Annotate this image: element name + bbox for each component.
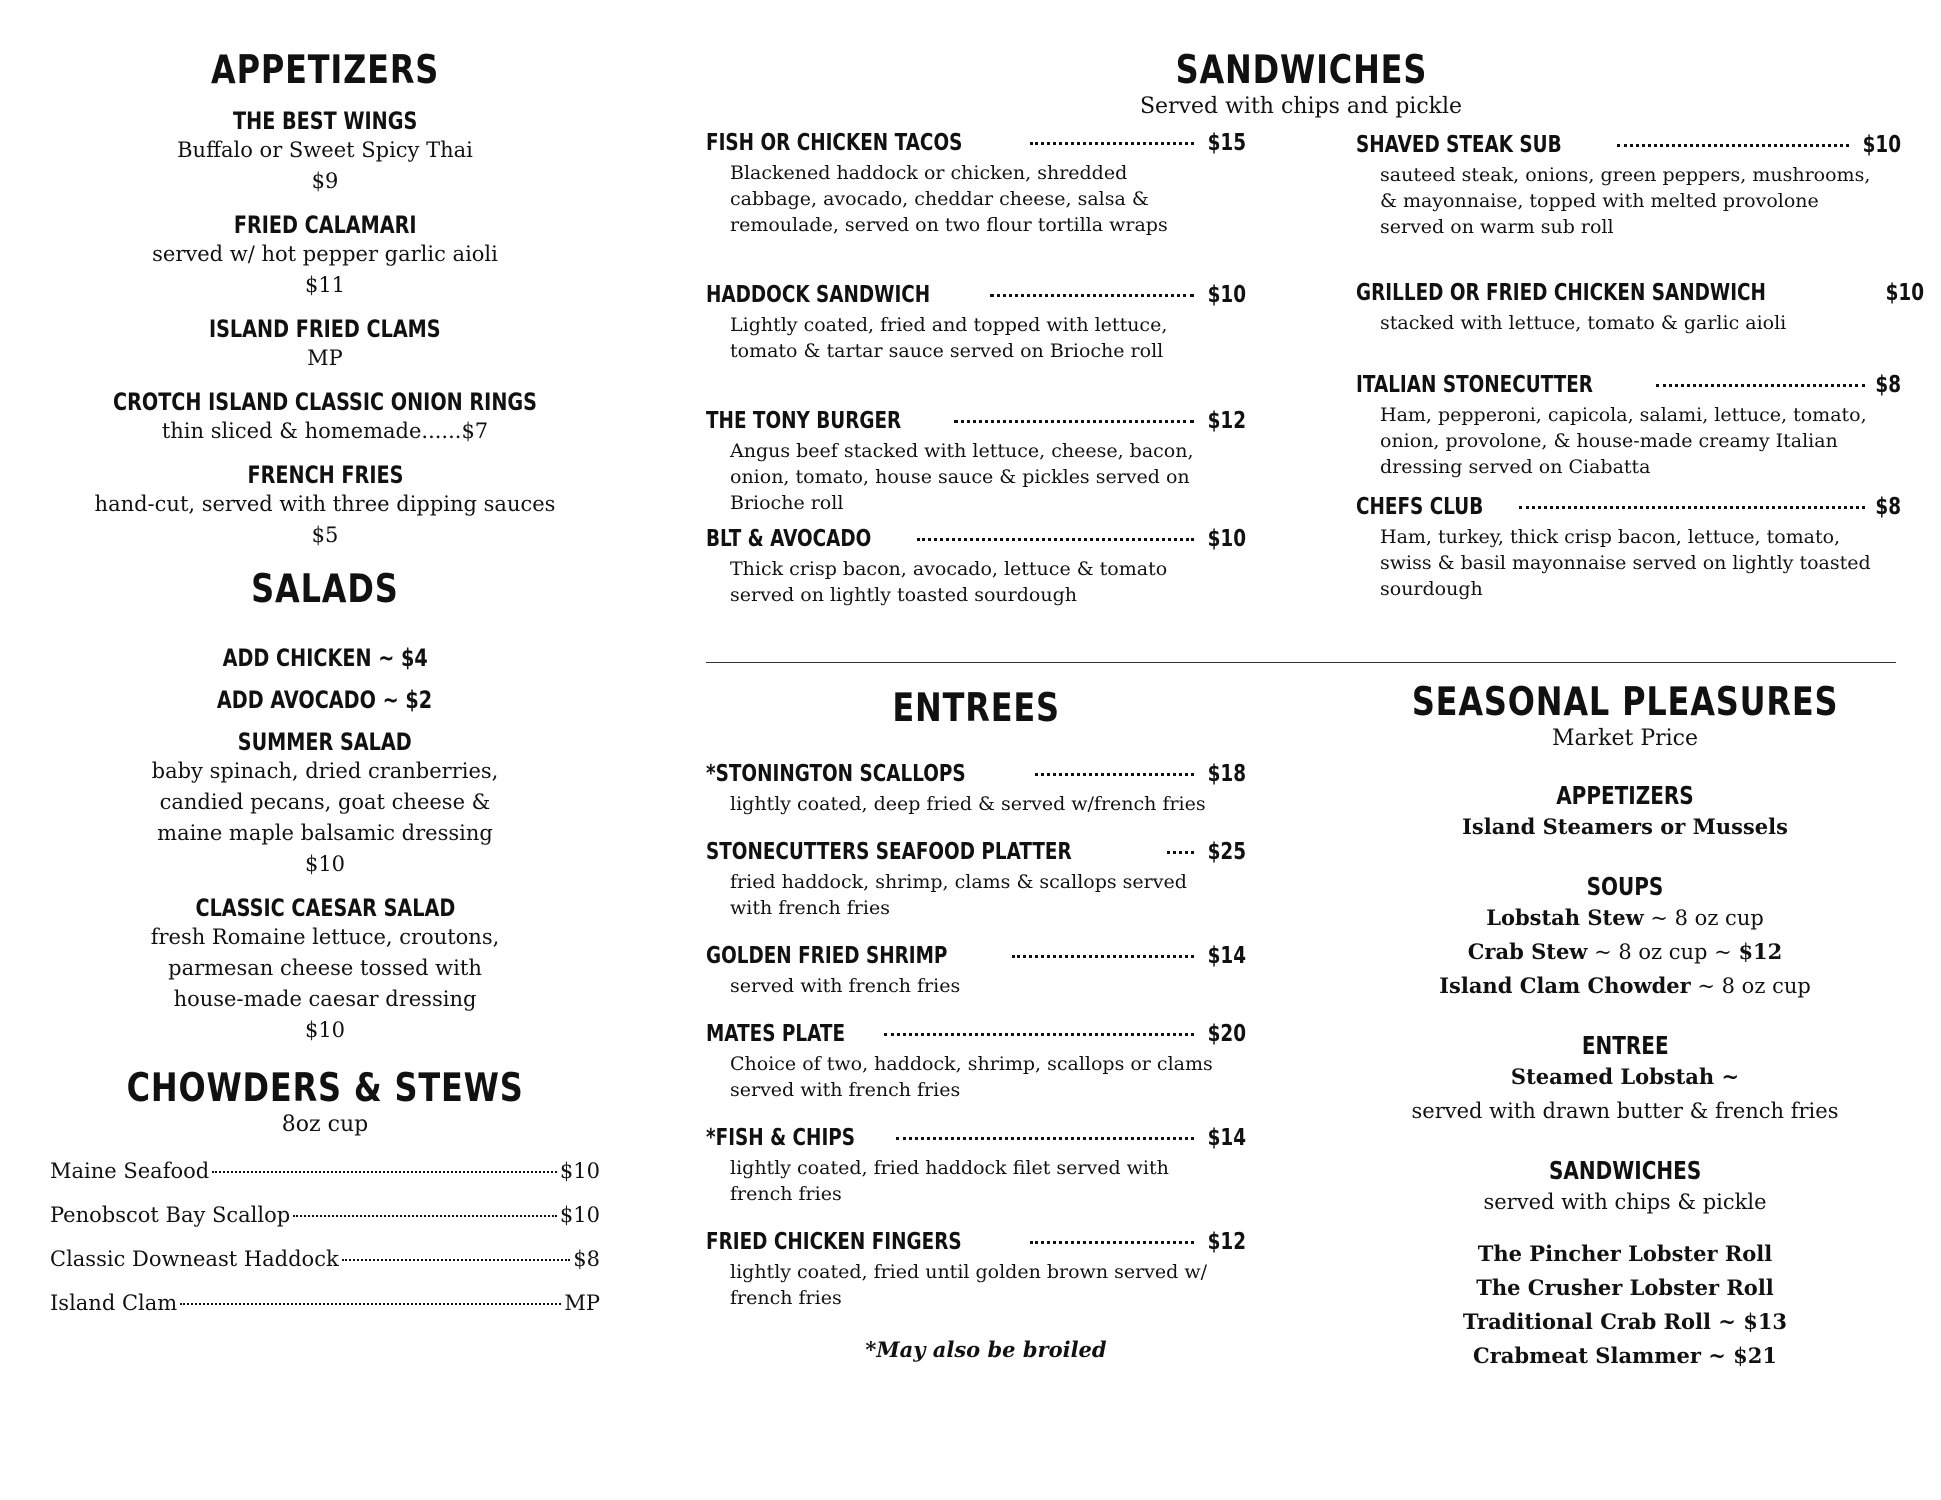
entree-item-desc-line: served with french fries [730,975,961,997]
chowder-row [50,1291,600,1315]
sandwich-item-name: SHAVED STEAK SUB [1356,132,1562,158]
salad-desc-line: maine maple balsamic dressing [157,821,493,845]
chowder-price: $10 [559,1202,600,1227]
entree-item-name: MATES PLATE [706,1021,846,1047]
left-column [50,48,600,1315]
entrees-heading: ENTREES [892,686,1060,731]
sandwich-item-desc-line: dressing served on Ciabatta [1380,456,1651,478]
entree-item [706,943,1246,999]
sandwich-item-price: $12 [1207,408,1246,434]
entree-item-price: $20 [1207,1021,1246,1047]
chowders-subtitle: 8oz cup [281,1112,369,1137]
sandwich-item-desc-line: Blackened haddock or chicken, shredded [730,162,1128,184]
entree-item [706,761,1246,817]
sandwich-item-desc [706,438,1246,516]
seasonal-entree-name: Steamed Lobstah ~ [1510,1063,1740,1089]
salad-desc-line: fresh Romaine lettuce, croutons, [150,925,500,949]
appetizer-item [50,197,600,301]
sandwich-item [1356,132,1901,240]
sandwich-item-row [706,408,1246,434]
entree-item-desc-line: french fries [730,1287,842,1309]
entree-item-name: *STONINGTON SCALLOPS [706,761,966,787]
dot-leader [884,1033,1194,1036]
chowder-row [50,1203,600,1227]
entree-item-row [706,943,1246,969]
salads-list [50,714,600,1046]
salad-desc-line: candied pecans, goat cheese & [159,790,491,814]
dot-leader [1035,773,1194,776]
sandwich-item-desc-line: tomato & tartar sauce served on Brioche roll [730,340,1164,362]
appetizer-item [50,374,600,447]
entree-item-price: $25 [1207,839,1246,865]
dot-leader [1030,1241,1194,1244]
sandwich-item-row [1356,494,1901,520]
chowder-name: Maine Seafood [50,1158,210,1183]
seasonal-sandwich-list [1360,1237,1890,1373]
entree-item-desc-line: lightly coated, fried haddock filet served with [730,1157,1169,1179]
soup-detail: ~ 8 oz cup [1690,973,1811,998]
sandwich-item-desc [1356,402,1901,480]
sandwich-item-desc [706,312,1246,364]
entree-item [706,839,1246,921]
sandwiches-header [706,48,1896,121]
chowder-price: $8 [573,1246,600,1271]
dot-leader [990,294,1194,297]
appetizers-heading: APPETIZERS [210,48,440,93]
entree-item [706,1229,1246,1311]
sandwich-item-row [706,526,1246,552]
appetizer-desc: served w/ hot pepper garlic aioli [152,242,498,266]
soup-detail: ~ 8 oz cup ~ [1587,939,1739,964]
chowder-price: MP [564,1290,600,1315]
entree-item-price: $12 [1207,1229,1246,1255]
salad-name: SUMMER SALAD [238,728,412,756]
sandwich-item [1356,372,1901,480]
sandwich-item-desc-line: cabbage, avocado, cheddar cheese, salsa & [730,188,1149,210]
soup-detail: ~ 8 oz cup [1643,905,1764,930]
salad-item [50,880,600,1046]
dot-leader [917,538,1194,541]
sandwich-item-desc-line: sourdough [1380,578,1483,600]
sandwich-item-price: $8 [1875,494,1901,520]
appetizer-price: $11 [304,273,346,297]
sandwich-item-desc-line: Lightly coated, fried and topped with lettuce, [730,314,1168,336]
sandwich-item-desc [1356,524,1901,602]
chowder-name: Classic Downeast Haddock [50,1246,339,1271]
salad-item [50,714,600,880]
entree-item-desc-line: with french fries [730,897,890,919]
add-chicken: ADD CHICKEN ~ $4 [222,644,428,672]
sandwiches-right-list [1356,130,1925,602]
sandwich-item-desc-line: served on lightly toasted sourdough [730,584,1077,606]
entrees-list [706,761,1246,1311]
entrees-column [706,686,1246,1362]
salad-price: $10 [304,852,346,876]
soup-name: Lobstah Stew [1486,904,1644,930]
sandwich-item-desc-line: sauteed steak, onions, green peppers, mushrooms, [1380,164,1871,186]
soup-row [1360,901,1890,935]
seasonal-sandwiches-heading: SANDWICHES [1548,1155,1702,1185]
entree-item [706,1021,1246,1103]
appetizer-name: ISLAND FRIED CLAMS [209,315,441,343]
soup-name: Crab Stew [1467,938,1588,964]
sandwich-item-price: $10 [1862,132,1901,158]
sandwich-item-desc-line: Thick crisp bacon, avocado, lettuce & tomato [730,558,1168,580]
salads-heading: SALADS [251,567,399,612]
seasonal-appetizers-line: Island Steamers or Mussels [1462,813,1788,839]
seasonal-sandwich-item: The Pincher Lobster Roll [1477,1240,1773,1266]
dot-leader [180,1303,561,1305]
sandwich-item-desc-line: Angus beef stacked with lettuce, cheese, bacon, [730,440,1194,462]
appetizer-desc: hand-cut, served with three dipping sauces [94,492,556,516]
entree-item-price: $14 [1207,1125,1246,1151]
entree-item-price: $18 [1207,761,1246,787]
soup-price: $12 [1738,938,1783,964]
entree-item-desc-line: Choice of two, haddock, shrimp, scallops or clams [730,1053,1213,1075]
sandwich-item [1356,494,1901,602]
seasonal-heading: SEASONAL PLEASURES [1411,680,1839,725]
appetizer-price: $5 [311,523,339,547]
sandwich-item-price: $10 [1207,282,1246,308]
sandwich-item-name: GRILLED OR FRIED CHICKEN SANDWICH [1356,280,1766,306]
chowder-row [50,1247,600,1271]
entree-item-name: GOLDEN FRIED SHRIMP [706,943,948,969]
seasonal-entree-heading: ENTREE [1581,1030,1669,1060]
entree-item-row [706,1021,1246,1047]
seasonal-sandwiches-subtitle: served with chips & pickle [1483,1189,1767,1214]
entree-item-price: $14 [1207,943,1246,969]
soup-name: Island Clam Chowder [1439,972,1691,998]
sandwich-item-name: FISH OR CHICKEN TACOS [706,130,963,156]
appetizer-name: THE BEST WINGS [232,107,418,135]
salad-desc-line: parmesan cheese tossed with [168,956,482,980]
seasonal-sandwich-item: Traditional Crab Roll ~ $13 [1462,1308,1788,1334]
sandwich-item-desc [1356,310,1901,336]
entree-item-row [706,1229,1246,1255]
seasonal-sandwich-item: The Crusher Lobster Roll [1476,1274,1774,1300]
entree-item-desc [706,1155,1246,1207]
sandwich-item-name: THE TONY BURGER [706,408,902,434]
seasonal-subtitle: Market Price [1551,726,1699,751]
salad-desc-line: house-made caesar dressing [173,987,477,1011]
appetizer-item [50,301,600,374]
seasonal-soups-heading: SOUPS [1586,871,1664,901]
entree-item-desc-line: lightly coated, fried until golden brown served w/ [730,1261,1208,1283]
dot-leader [1656,384,1865,387]
appetizer-name: CROTCH ISLAND CLASSIC ONION RINGS [112,388,537,416]
sandwich-item-desc-line: onion, provolone, & house-made creamy Italian [1380,430,1838,452]
sandwich-item [706,282,1246,364]
section-divider [706,662,1896,663]
broiled-note: *May also be broiled [865,1337,1107,1362]
sandwich-item-price: $15 [1207,130,1246,156]
seasonal-sandwich-item: Crabmeat Slammer ~ $21 [1473,1342,1777,1368]
dot-leader [896,1137,1194,1140]
sandwich-item-name: BLT & AVOCADO [706,526,872,552]
entree-item-row [706,761,1246,787]
appetizer-desc: Buffalo or Sweet Spicy Thai [177,138,473,162]
entree-item-desc [706,869,1246,921]
entree-item-desc [706,1259,1246,1311]
salad-desc-line: baby spinach, dried cranberries, [151,759,499,783]
sandwich-item-price: $8 [1875,372,1901,398]
sandwich-item [1356,280,1925,336]
dot-leader [1030,142,1194,145]
sandwich-item-row [1356,132,1901,158]
dot-leader [954,420,1194,423]
chowders-list [50,1159,600,1315]
sandwich-item-desc-line: onion, tomato, house sauce & pickles served on [730,466,1190,488]
entree-item [706,1125,1246,1207]
appetizer-name: FRENCH FRIES [247,461,403,489]
salad-price: $10 [304,1018,346,1042]
soup-row [1360,935,1890,969]
sandwich-item-desc [1356,162,1901,240]
sandwich-item-desc [706,556,1246,608]
appetizer-price: $9 [311,169,339,193]
chowders-heading: CHOWDERS & STEWS [126,1066,524,1111]
sandwich-item-name: ITALIAN STONECUTTER [1356,372,1593,398]
sandwich-item-row [1356,280,1925,306]
entree-item-desc-line: lightly coated, deep fried & served w/french fries [730,793,1206,815]
dot-leader [1617,144,1849,147]
sandwich-item-row [706,130,1246,156]
sandwich-item [706,526,1246,608]
sandwich-item-row [1356,372,1901,398]
sandwiches-left-list [706,130,1246,608]
seasonal-appetizers-heading: APPETIZERS [1556,780,1694,810]
entree-item-row [706,839,1246,865]
entree-item-desc-line: fried haddock, shrimp, clams & scallops served [730,871,1187,893]
chowder-price: $10 [559,1158,600,1183]
entree-item-desc-line: served with french fries [730,1079,961,1101]
chowder-row [50,1159,600,1183]
sandwiches-subtitle: Served with chips and pickle [1139,94,1463,119]
entree-item-desc [706,1051,1246,1103]
sandwich-item-name: CHEFS CLUB [1356,494,1484,520]
appetizer-desc: thin sliced & homemade......$7 [161,419,489,443]
sandwich-item-desc-line: served on warm sub roll [1380,216,1614,238]
entree-item-desc [706,791,1246,817]
sandwich-item-desc-line: Brioche roll [730,492,844,514]
dot-leader [1012,955,1194,958]
seasonal-column [1360,680,1890,1373]
appetizer-price: MP [307,346,343,370]
entree-item-name: *FISH & CHIPS [706,1125,856,1151]
appetizer-item [50,447,600,551]
dot-leader [1167,851,1194,854]
entree-item-desc [706,973,1246,999]
sandwich-item-name: HADDOCK SANDWICH [706,282,931,308]
appetizer-item [50,93,600,197]
sandwich-item-desc-line: & mayonnaise, topped with melted provolone [1380,190,1819,212]
chowder-name: Island Clam [50,1290,178,1315]
add-avocado: ADD AVOCADO ~ $2 [217,686,433,714]
sandwich-item-price: $10 [1886,280,1925,306]
dot-leader [342,1259,571,1261]
dot-leader [1519,506,1865,509]
appetizers-list [50,93,600,551]
entree-item-row [706,1125,1246,1151]
sandwiches-heading: SANDWICHES [1175,48,1427,93]
sandwich-item-desc-line: Ham, turkey, thick crisp bacon, lettuce, tomato, [1380,526,1841,548]
sandwich-item-desc [706,160,1246,238]
sandwich-item-desc-line: Ham, pepperoni, capicola, salami, lettuce, tomato, [1380,404,1867,426]
entree-item-name: FRIED CHICKEN FINGERS [706,1229,962,1255]
appetizer-name: FRIED CALAMARI [233,211,417,239]
sandwich-item [706,130,1246,238]
sandwich-item-desc-line: remoulade, served on two flour tortilla wraps [730,214,1168,236]
sandwich-item-desc-line: stacked with lettuce, tomato & garlic aioli [1380,312,1787,334]
dot-leader [293,1215,557,1217]
chowder-name: Penobscot Bay Scallop [50,1202,291,1227]
entree-item-name: STONECUTTERS SEAFOOD PLATTER [706,839,1072,865]
sandwich-item-price: $10 [1207,526,1246,552]
soup-row [1360,969,1890,1003]
sandwich-item-desc-line: swiss & basil mayonnaise served on lightly toasted [1380,552,1871,574]
salad-name: CLASSIC CAESAR SALAD [195,894,455,922]
dot-leader [212,1171,557,1173]
sandwich-item [706,408,1246,516]
entree-item-desc-line: french fries [730,1183,842,1205]
seasonal-entree-line: served with drawn butter & french fries [1411,1098,1839,1123]
sandwich-item-row [706,282,1246,308]
